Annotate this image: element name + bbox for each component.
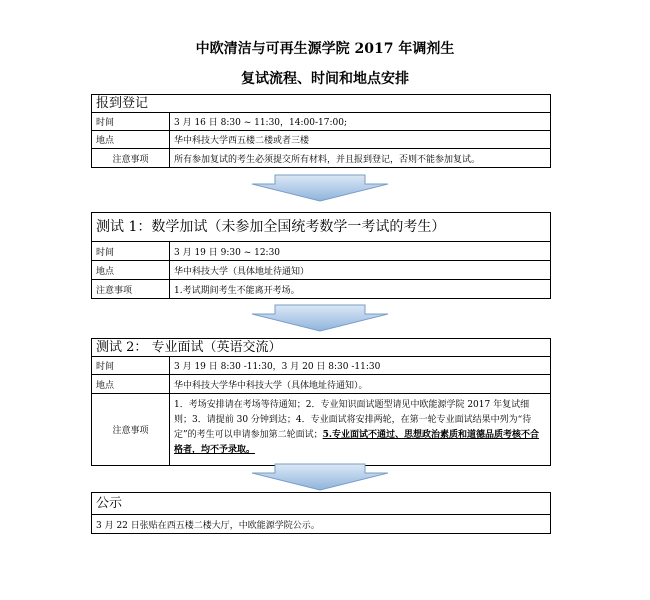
row-value	[170, 394, 550, 465]
section-header: 测试 1：数学加试（未参加全国统考数学一考试的考生）	[92, 213, 550, 242]
down-arrow-icon	[250, 174, 390, 202]
notes-bold-text: 5.专业面试不通过、思想政治素质和道德品质考核不合格者，均不予录取。	[174, 430, 540, 455]
row-key: 地点	[92, 375, 170, 393]
page-title-line1: 中欧清洁与可再生源学院 2017 年调剂生	[195, 41, 455, 57]
row-value: 所有参加复试的考生必须提交所有材料，并且报到登记，否则不能参加复试。	[174, 154, 481, 165]
row-key: 注意事项	[92, 149, 170, 167]
row-value: 华中科技大学华中科技大学（具体地址待通知）。	[174, 380, 368, 391]
row-value: 1.考试期间考生不能离开考场。	[174, 285, 300, 296]
table-row	[92, 261, 550, 280]
row-key: 时间	[92, 113, 170, 130]
row-value: 3 月 22 日张贴在西五楼二楼大厅，中欧能源学院公示。	[96, 520, 320, 531]
section-math-test	[91, 212, 551, 299]
row-key: 注意事项	[92, 280, 170, 298]
section-registration	[91, 94, 551, 168]
row-value: 华中科技大学西五楼二楼或者三楼	[174, 136, 310, 146]
row-key: 注意事项	[92, 394, 170, 465]
row-value: 3 月 19 日 9:30 ~ 12:30	[174, 247, 281, 258]
down-arrow-icon	[250, 304, 390, 332]
table-row	[92, 357, 550, 375]
table-row	[92, 375, 550, 394]
row-key: 时间	[92, 357, 170, 374]
section-header: 测试 2： 专业面试（英语交流）	[92, 339, 550, 357]
section-header: 报到登记	[92, 95, 550, 113]
row-value: 3 月 19 日 8:30 -11:30，3 月 20 日 8:30 -11:30	[174, 362, 381, 372]
table-row	[92, 280, 550, 298]
table-row	[92, 242, 550, 261]
row-value: 3 月 16 日 8:30 ~ 11:30，14:00-17:00;	[174, 118, 347, 128]
section-interview	[91, 338, 551, 466]
down-arrow-icon	[250, 463, 390, 491]
section-header: 公示	[92, 493, 550, 515]
table-row	[92, 515, 550, 533]
row-key: 时间	[92, 242, 170, 260]
table-row	[92, 394, 550, 465]
table-row	[92, 113, 550, 131]
section-announcement	[91, 492, 551, 534]
notes-text: 1．考场安排请在考场等待通知；2．专业知识面试题型请见中欧能源学院 2017 年复试细则；3．请提前 30 分钟到达；4．专业面试将安排两轮，在第一轮专业面试结果中列为“待定”的考生可以申请参加第二轮面试；	[174, 400, 532, 440]
page-title-line2: 复试流程、时间和地点安排	[241, 71, 409, 87]
row-key: 地点	[92, 131, 170, 148]
table-row	[92, 149, 550, 167]
table-row	[92, 131, 550, 149]
row-key: 地点	[92, 261, 170, 279]
row-value: 华中科技大学（具体地址待通知）	[174, 266, 310, 277]
